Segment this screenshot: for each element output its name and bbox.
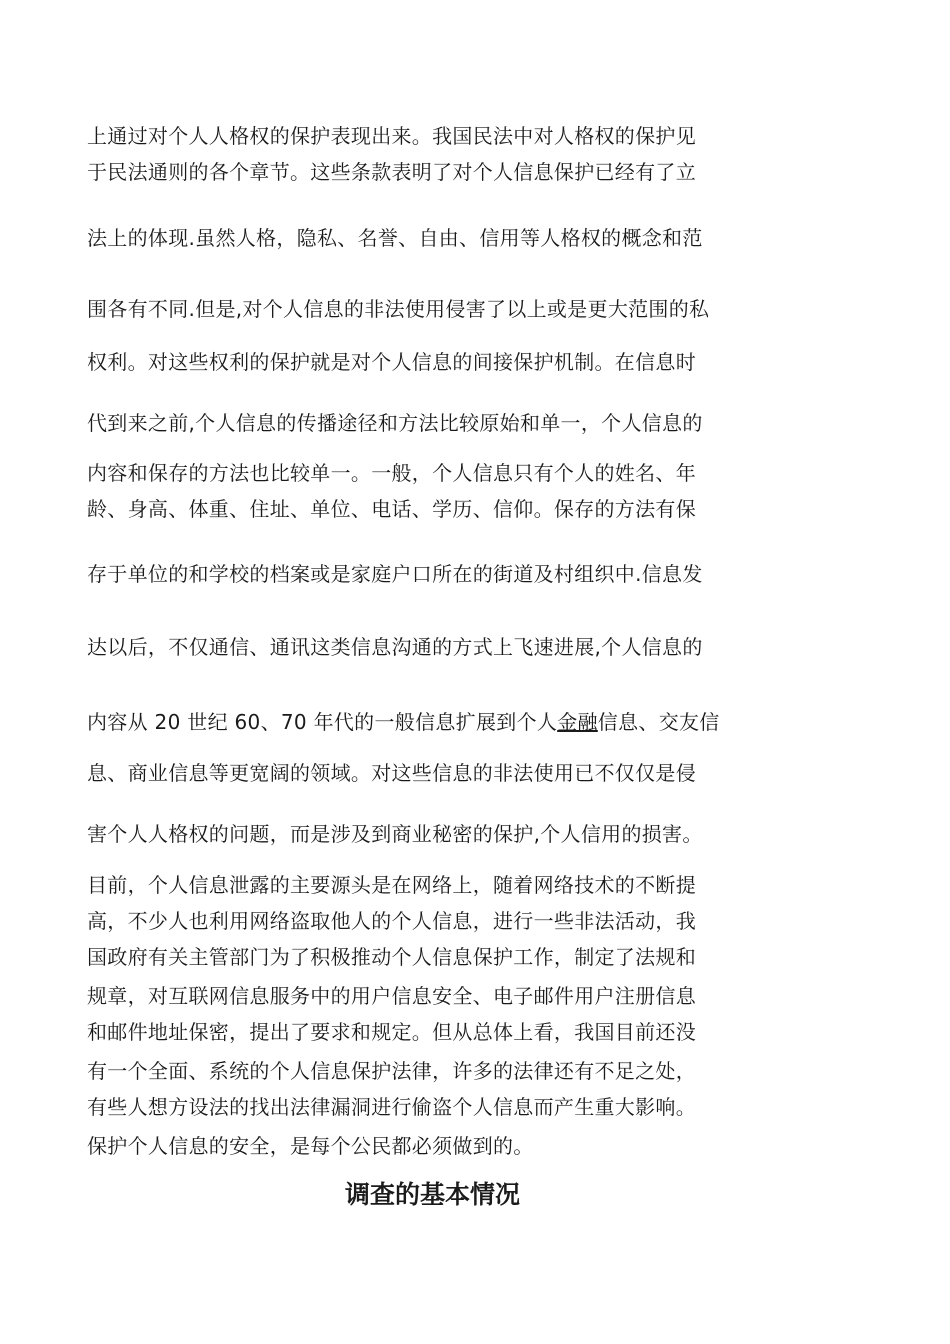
paragraph-line: 代到来之前,个人信息的传播途径和方法比较原始和单一，个人信息的 [87,411,703,435]
paragraph-line: 于民法通则的各个章节。这些条款表明了对个人信息保护已经有了立 [87,160,696,184]
paragraph-line: 高，不少人也利用网络盗取他人的个人信息，进行一些非法活动，我 [87,909,696,933]
paragraph-line: 法上的体现.虽然人格，隐私、名誉、自由、信用等人格权的概念和范 [87,226,703,250]
line-text: 信息、交友信 [597,710,720,734]
line-text: 内容从 20 世纪 60、70 年代的一般信息扩展到个人 [87,710,558,734]
finance-link[interactable]: 金融 [557,710,598,734]
paragraph-line [87,710,777,734]
paragraph-line: 上通过对个人人格权的保护表现出来。我国民法中对人格权的保护见 [87,124,696,148]
paragraph-line: 内容和保存的方法也比较单一。一般，个人信息只有个人的姓名、年 [87,461,696,485]
section-heading: 调查的基本情况 [344,1180,520,1209]
paragraph-line: 息、商业信息等更宽阔的领域。对这些信息的非法使用已不仅仅是侵 [87,761,696,785]
paragraph-line: 围各有不同.但是,对个人信息的非法使用侵害了以上或是更大范围的私 [87,297,710,321]
paragraph-line: 有些人想方设法的找出法律漏洞进行偷盗个人信息而产生重大影响。 [87,1095,696,1119]
paragraph-line: 和邮件地址保密，提出了要求和规定。但从总体上看，我国目前还没 [87,1020,696,1044]
paragraph-line: 害个人人格权的问题，而是涉及到商业秘密的保护,个人信用的损害。 [87,822,703,846]
paragraph-line: 存于单位的和学校的档案或是家庭户口所在的街道及村组织中.信息发 [87,562,703,586]
paragraph-line: 有一个全面、系统的个人信息保护法律，许多的法律还有不足之处， [87,1059,696,1083]
paragraph-line: 规章，对互联网信息服务中的用户信息安全、电子邮件用户注册信息 [87,984,696,1008]
paragraph-line: 保护个人信息的安全，是每个公民都必须做到的。 [87,1134,534,1158]
paragraph-line: 龄、身高、体重、住址、单位、电话、学历、信仰。保存的方法有保 [87,497,696,521]
paragraph-line: 国政府有关主管部门为了积极推动个人信息保护工作，制定了法规和 [87,945,696,969]
paragraph-line: 达以后，不仅通信、通讯这类信息沟通的方式上飞速进展,个人信息的 [87,635,703,659]
paragraph-line: 目前，个人信息泄露的主要源头是在网络上，随着网络技术的不断提 [87,873,696,897]
paragraph-line: 权利。对这些权利的保护就是对个人信息的间接保护机制。在信息时 [87,350,696,374]
